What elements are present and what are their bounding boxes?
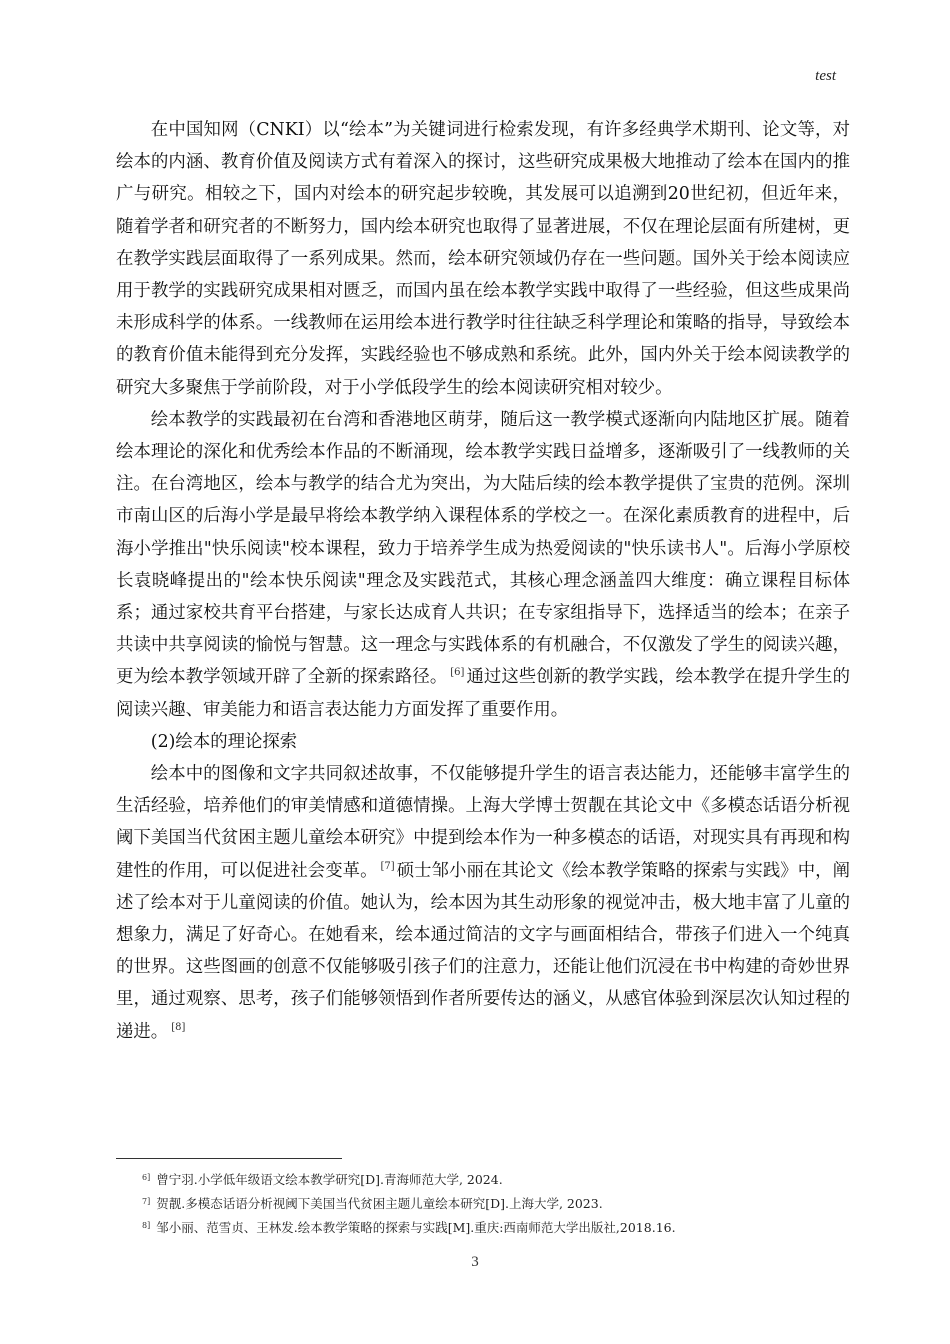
- page-number: 3: [471, 1254, 479, 1270]
- paragraph-2: [116, 404, 850, 726]
- paragraph-2-text-after: 通过这些创新的教学实践，绘本教学在提升学生的阅读兴趣、审美能力和语言表达能力方面发挥了重要作用。: [116, 667, 850, 720]
- body-text: [116, 114, 850, 1048]
- paragraph-2-text: 绘本教学的实践最初在台湾和香港地区萌芽，随后这一教学模式逐渐向内陆地区扩展。随着绘本理论的深化和优秀绘本作品的不断涌现，绘本教学实践日益增多，逐渐吸引了一线教师的关注。在台湾地区，绘本与教学的结合尤为突出，为大陆后续的绘本教学提供了宝贵的范例。深圳市南山区的后海小学是最早将绘本教学纳入课程体系的学校之一。在深化素质教育的进程中，后海小学推出"快乐阅读"校本课程，致力于培养学生成为热爱阅读的"快乐读书人"。后海小学原校长袁晓峰提出的"绘本快乐阅读"理念及实践范式，其核心理念涵盖四大维度：确立课程目标体系；通过家校共育平台搭建，与家长达成育人共识；在专家组指导下，选择适当的绘本；在亲子共读中共享阅读的愉悦与智慧。这一理念与实践体系的有机融合，不仅激发了学生的阅读兴趣，更为绘本教学领域开辟了全新的探索路径。: [116, 409, 850, 688]
- footnote-marker: 8]: [142, 1221, 151, 1230]
- footnote-text: 曾宁羽.小学低年级语文绘本教学研究[D].青海师范大学, 2024.: [156, 1172, 503, 1187]
- footnote-separator: [116, 1158, 342, 1159]
- paragraph-3-text-cont: 硕士邹小丽在其论文《绘本教学策略的探索与实践》中，阐述了绘本对于儿童阅读的价值。她认为，绘本因为其生动形象的视觉冲击，极大地丰富了儿童的想象力，满足了好奇心。在她看来，绘本通过简洁的文字与画面相结合，带孩子们进入一个纯真的世界。这些图画的创意不仅能够吸引孩子们的注意力，还能让他们沉浸在书中构建的奇妙世界里，通过观察、思考，孩子们能够领悟到作者所要传达的涵义，从感官体验到深层次认知过程的递进。: [116, 860, 850, 1042]
- footnote-8: [142, 1215, 842, 1239]
- footnote-marker: 7]: [142, 1197, 151, 1206]
- footnote-marker: 6]: [142, 1173, 151, 1182]
- citation-7[interactable]: [7]: [380, 860, 395, 872]
- footnote-7: [142, 1191, 842, 1215]
- section-heading: (2)绘本的理论探索: [150, 731, 298, 752]
- footnotes: [142, 1167, 842, 1239]
- footnote-text: 贺靓.多模态话语分析视阈下美国当代贫困主题儿童绘本研究[D].上海大学, 2023.: [156, 1196, 603, 1211]
- paragraph-3: [116, 758, 850, 1048]
- running-header: test: [815, 68, 836, 84]
- footnote-text: 邹小丽、范雪贞、王林发.绘本教学策略的探索与实践[M].重庆:西南师范大学出版社,2018.16.: [156, 1220, 676, 1235]
- footnote-6: [142, 1167, 842, 1191]
- citation-8[interactable]: [8]: [171, 1021, 186, 1033]
- paragraph-3-text: 绘本中的图像和文字共同叙述故事，不仅能够提升学生的语言表达能力，还能够丰富学生的生活经验，培养他们的审美情感和道德情操。上海大学博士贺靓在其论文中《多模态话语分析视阈下美国当代贫困主题儿童绘本研究》中提到绘本作为一种多模态的话语，对现实具有再现和构建性的作用，可以促进社会变革。: [116, 764, 850, 881]
- paragraph-1-text: 在中国知网（CNKI）以“绘本”为关键词进行检索发现，有许多经典学术期刊、论文等，对绘本的内涵、教育价值及阅读方式有着深入的探讨，这些研究成果极大地推动了绘本在国内的推广与研究。相较之下，国内对绘本的研究起步较晚，其发展可以追溯到20世纪初，但近年来，随着学者和研究者的不断努力，国内绘本研究也取得了显著进展，不仅在理论层面有所建树，更在教学实践层面取得了一系列成果。然而，绘本研究领域仍存在一些问题。国外关于绘本阅读应用于教学的实践研究成果相对匮乏，而国内虽在绘本教学实践中取得了一些经验，但这些成果尚未形成科学的体系。一线教师在运用绘本进行教学时往往缺乏科学理论和策略的指导，导致绘本的教育价值未能得到充分发挥，实践经验也不够成熟和系统。此外，国内外关于绘本阅读教学的研究大多聚焦于学前阶段，对于小学低段学生的绘本阅读研究相对较少。: [116, 120, 850, 398]
- paragraph-1: [116, 114, 850, 404]
- citation-6[interactable]: [6]: [450, 667, 465, 679]
